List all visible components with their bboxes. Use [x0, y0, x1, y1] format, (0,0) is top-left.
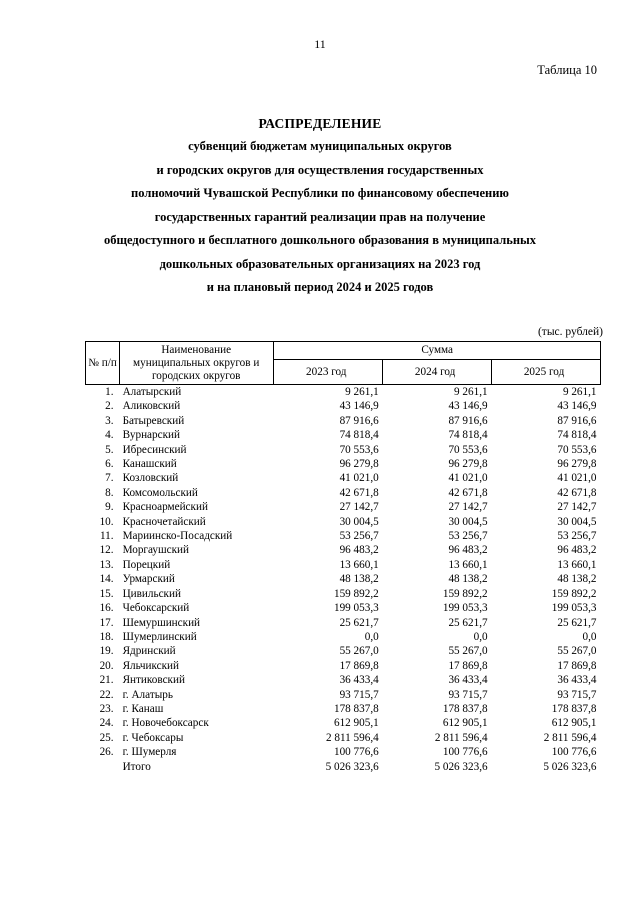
row-name: Мариинско-Посадский: [122, 530, 233, 543]
row-value-2025: 70 553,6: [557, 443, 597, 456]
row-value-2023: 9 261,1: [345, 386, 379, 398]
row-value-2025: 159 892,2: [551, 587, 597, 600]
row-value-2024: 178 837,8: [442, 702, 488, 715]
row-value-2024: 93 715,7: [448, 688, 488, 701]
row-value-2024: 199 053,3: [442, 602, 488, 615]
row-name: Красночетайский: [122, 515, 206, 528]
header-name: Наименование муниципальных округов и городских округов: [120, 342, 274, 385]
row-value-2025: 27 142,7: [557, 501, 597, 514]
row-name: Шемуршинский: [122, 616, 201, 629]
row-name: Ибресинский: [122, 443, 187, 456]
row-value-2023: 93 715,7: [339, 688, 379, 701]
row-value-2024: 36 433,4: [448, 674, 488, 687]
header-sum: Сумма: [274, 342, 601, 360]
row-number: 5.: [105, 443, 114, 456]
row-value-2024: 55 267,0: [448, 645, 488, 658]
row-number: 15.: [99, 587, 114, 600]
row-value-2023: 612 905,1: [333, 717, 379, 730]
row-value-2024: 74 818,4: [448, 429, 488, 442]
row-value-2024: 100 776,6: [442, 746, 488, 759]
table-row: [86, 745, 601, 759]
row-value-2023: 41 021,0: [339, 472, 379, 485]
table-row: [86, 515, 601, 529]
row-value-2025: 41 021,0: [557, 472, 597, 485]
table-row: [86, 529, 601, 543]
table-row: [86, 630, 601, 644]
total-num-cell: [86, 760, 120, 774]
row-value-2025: 87 916,6: [557, 414, 597, 427]
row-value-2024: 2 811 596,4: [434, 731, 488, 744]
row-value-2023: 96 483,2: [339, 544, 379, 557]
row-value-2023: 178 837,8: [333, 702, 379, 715]
row-value-2024: 87 916,6: [448, 414, 488, 427]
row-value-2025: 9 261,1: [562, 386, 597, 398]
row-value-2025: 48 138,2: [557, 573, 597, 586]
row-value-2024: 53 256,7: [448, 530, 488, 543]
row-value-2024: 0,0: [473, 630, 488, 643]
distribution-table: [85, 341, 601, 774]
row-number: 16.: [99, 602, 114, 615]
row-number: 8.: [105, 486, 114, 499]
row-value-2023: 74 818,4: [339, 429, 379, 442]
table-row: [86, 644, 601, 658]
table-row: [86, 399, 601, 413]
title-line: и на плановый период 2024 и 2025 годов: [206, 280, 434, 294]
document-title: [60, 112, 580, 300]
title-main: РАСПРЕДЕЛЕНИЕ: [258, 116, 382, 131]
row-name: Козловский: [122, 472, 179, 485]
table-row: [86, 500, 601, 514]
row-name: Красноармейский: [122, 501, 208, 514]
row-value-2023: 53 256,7: [339, 530, 379, 543]
header-year-2023: 2023 год: [274, 360, 383, 385]
total-label: Итого: [122, 760, 151, 773]
table-row: [86, 702, 601, 716]
row-value-2023: 48 138,2: [339, 573, 379, 586]
row-value-2025: 25 621,7: [557, 616, 597, 629]
total-value-2023: 5 026 323,6: [325, 760, 379, 773]
row-name: Цивильский: [122, 587, 181, 600]
row-name: Чебоксарский: [122, 602, 190, 615]
row-name: г. Канаш: [122, 702, 164, 715]
title-line: дошкольных образовательных организациях на 2023 год: [159, 256, 481, 271]
row-value-2025: 93 715,7: [557, 688, 597, 701]
row-value-2024: 41 021,0: [448, 472, 488, 485]
row-name: Урмарский: [122, 573, 175, 586]
row-number: 4.: [105, 429, 114, 442]
units-label: (тыс. рублей): [537, 326, 603, 338]
row-value-2023: 159 892,2: [333, 587, 379, 600]
row-value-2023: 17 869,8: [339, 659, 379, 672]
row-value-2025: 74 818,4: [557, 429, 597, 442]
table-body: [86, 385, 601, 774]
row-value-2023: 100 776,6: [333, 746, 379, 759]
row-name: Алатырский: [122, 386, 182, 398]
row-name: Моргаушский: [122, 544, 189, 557]
row-number: 9.: [105, 501, 114, 514]
row-number: 14.: [99, 573, 114, 586]
row-number: 6.: [105, 458, 114, 471]
title-line: субвенций бюджетам муниципальных округов: [188, 139, 452, 153]
row-value-2024: 25 621,7: [448, 616, 488, 629]
table-label: Таблица 10: [537, 63, 597, 77]
row-value-2023: 27 142,7: [339, 501, 379, 514]
table-row: [86, 616, 601, 630]
row-value-2023: 43 146,9: [339, 400, 379, 413]
table-row: [86, 457, 601, 471]
row-value-2024: 27 142,7: [448, 501, 488, 514]
row-value-2025: 178 837,8: [551, 702, 597, 715]
row-name: Шумерлинский: [122, 630, 197, 643]
row-value-2023: 42 671,8: [339, 486, 379, 499]
total-value-2024: 5 026 323,6: [434, 760, 488, 773]
row-value-2024: 17 869,8: [448, 659, 488, 672]
table-row: [86, 731, 601, 745]
row-number: 19.: [99, 645, 114, 658]
table-row: [86, 414, 601, 428]
row-value-2025: 612 905,1: [551, 717, 597, 730]
table-row: [86, 659, 601, 673]
row-number: 7.: [105, 472, 114, 485]
row-name: Янтиковский: [122, 674, 185, 687]
row-number: 11.: [99, 530, 114, 543]
row-value-2024: 13 660,1: [448, 558, 488, 571]
table-row: [86, 543, 601, 557]
row-number: 2.: [105, 400, 114, 413]
row-value-2025: 96 483,2: [557, 544, 597, 557]
row-value-2025: 100 776,6: [551, 746, 597, 759]
row-name: Комсомольский: [122, 486, 198, 499]
header-year-2024: 2024 год: [383, 360, 492, 385]
row-value-2025: 0,0: [582, 630, 597, 643]
row-value-2023: 55 267,0: [339, 645, 379, 658]
table-row: [86, 428, 601, 442]
row-value-2023: 13 660,1: [339, 558, 379, 571]
row-name: Яльчикский: [122, 659, 180, 672]
row-number: 24.: [99, 717, 114, 730]
row-value-2025: 2 811 596,4: [543, 731, 597, 744]
row-number: 25.: [99, 731, 114, 744]
table-row: [86, 558, 601, 572]
row-number: 18.: [99, 630, 114, 643]
table-row: [86, 471, 601, 485]
row-number: 23.: [99, 702, 114, 715]
row-number: 12.: [99, 544, 114, 557]
row-value-2025: 42 671,8: [557, 486, 597, 499]
row-name: г. Новочебоксарск: [122, 717, 209, 730]
table-row: [86, 587, 601, 601]
row-number: 1.: [105, 386, 114, 398]
row-value-2025: 199 053,3: [551, 602, 597, 615]
row-value-2024: 30 004,5: [448, 515, 488, 528]
row-name: Аликовский: [122, 400, 181, 413]
row-number: 22.: [99, 688, 114, 701]
table-row: [86, 385, 601, 400]
row-value-2023: 2 811 596,4: [325, 731, 379, 744]
row-name: Вурнарский: [122, 429, 180, 442]
table-row: [86, 673, 601, 687]
row-value-2025: 43 146,9: [557, 400, 597, 413]
row-value-2025: 17 869,8: [557, 659, 597, 672]
title-line: государственных гарантий реализации прав на получение: [154, 209, 486, 224]
row-value-2024: 159 892,2: [442, 587, 488, 600]
table-row: [86, 486, 601, 500]
table-row: [86, 688, 601, 702]
row-number: 21.: [99, 674, 114, 687]
row-value-2025: 13 660,1: [557, 558, 597, 571]
table-row: [86, 601, 601, 615]
row-value-2024: 70 553,6: [448, 443, 488, 456]
total-value-2025: 5 026 323,6: [543, 760, 597, 773]
row-value-2023: 0,0: [364, 630, 379, 643]
row-name: Порецкий: [122, 558, 171, 571]
row-value-2023: 30 004,5: [339, 515, 379, 528]
row-value-2023: 25 621,7: [339, 616, 379, 629]
row-name: г. Шумерля: [122, 746, 177, 759]
row-name: Канашский: [122, 458, 177, 471]
row-value-2024: 96 279,8: [448, 458, 488, 471]
row-value-2024: 43 146,9: [448, 400, 488, 413]
title-line: полномочий Чувашской Республики по финансовому обеспечению: [131, 186, 509, 200]
header-year-2025: 2025 год: [492, 360, 601, 385]
page-number: 11: [314, 37, 326, 51]
title-line: общедоступного и бесплатного дошкольного образования в муниципальных: [103, 233, 537, 247]
row-value-2023: 70 553,6: [339, 443, 379, 456]
row-name: Ядринский: [122, 645, 176, 658]
row-value-2023: 96 279,8: [339, 458, 379, 471]
row-number: 13.: [99, 558, 114, 571]
row-value-2024: 96 483,2: [448, 544, 488, 557]
row-name: г. Алатырь: [122, 688, 173, 701]
row-value-2025: 30 004,5: [557, 515, 597, 528]
row-number: 17.: [99, 616, 114, 629]
row-number: 20.: [99, 659, 114, 672]
table-row: [86, 716, 601, 730]
row-value-2025: 55 267,0: [557, 645, 597, 658]
title-line: и городских округов для осуществления государственных: [156, 162, 484, 177]
header-num: № п/п: [86, 342, 120, 385]
row-value-2025: 96 279,8: [557, 458, 597, 471]
table-row: [86, 443, 601, 457]
row-value-2024: 48 138,2: [448, 573, 488, 586]
table-row: [86, 572, 601, 586]
row-value-2023: 87 916,6: [339, 414, 379, 427]
row-value-2025: 36 433,4: [557, 674, 597, 687]
row-number: 10.: [99, 515, 114, 528]
row-value-2023: 36 433,4: [339, 674, 379, 687]
total-row: [86, 760, 601, 774]
row-value-2025: 53 256,7: [557, 530, 597, 543]
row-value-2024: 612 905,1: [442, 717, 488, 730]
row-value-2024: 42 671,8: [448, 486, 488, 499]
row-value-2024: 9 261,1: [454, 386, 488, 398]
row-number: 26.: [99, 746, 114, 759]
row-name: Батыревский: [122, 414, 185, 427]
row-name: г. Чебоксары: [122, 731, 184, 744]
row-value-2023: 199 053,3: [333, 602, 379, 615]
row-number: 3.: [105, 414, 114, 427]
